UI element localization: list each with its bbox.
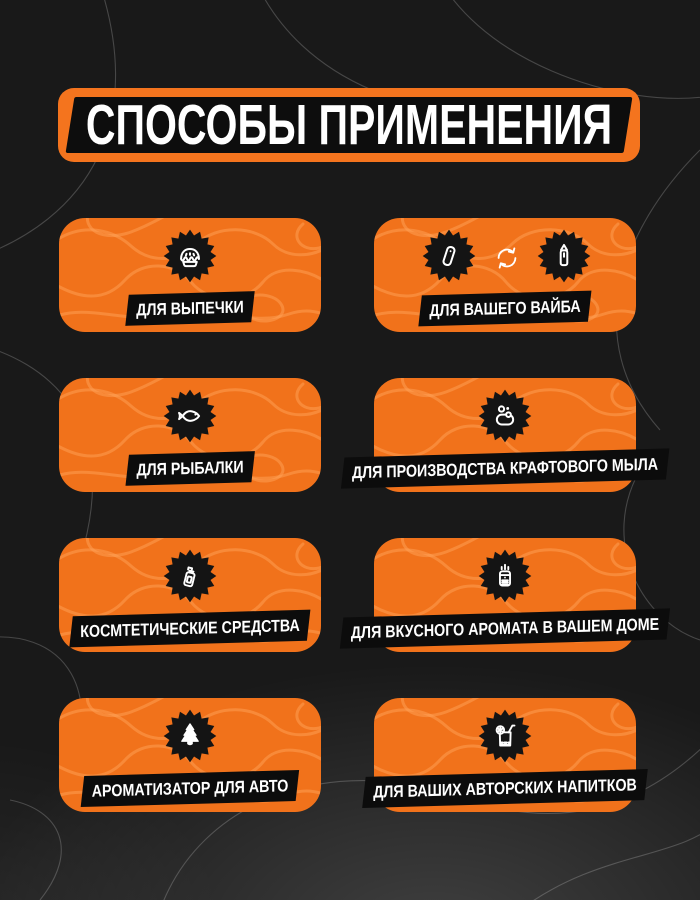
badge-seal bbox=[163, 549, 217, 603]
badge-seal bbox=[422, 229, 476, 283]
card-label: ДЛЯ ВЫПЕЧКИ bbox=[125, 291, 254, 326]
card-label: ДЛЯ ПРОИЗВОДСТВА КРАФТОВОГО МЫЛА bbox=[341, 448, 669, 488]
pie-icon bbox=[175, 241, 206, 272]
badge-seal bbox=[163, 389, 217, 443]
card-label: ДЛЯ ВАШИХ АВТОРСКИХ НАПИТКОВ bbox=[362, 769, 648, 808]
sync-arrows-icon bbox=[493, 244, 521, 272]
badge-seal bbox=[478, 389, 532, 443]
badge-seal bbox=[478, 549, 532, 603]
title-banner bbox=[58, 88, 640, 162]
card-baking bbox=[59, 218, 321, 332]
aroma-diffuser-icon bbox=[490, 561, 521, 592]
card-label: ДЛЯ РЫБАЛКИ bbox=[125, 451, 254, 486]
card-label: ДЛЯ ВАШЕГО ВАЙБА bbox=[418, 291, 591, 327]
card-fishing bbox=[59, 378, 321, 492]
card-vape bbox=[374, 218, 636, 332]
fish-icon bbox=[175, 401, 206, 432]
cards-grid bbox=[59, 218, 660, 812]
drink-icon bbox=[490, 721, 521, 752]
soap-icon bbox=[490, 401, 521, 432]
badge-seal bbox=[163, 709, 217, 763]
card-car-freshener bbox=[59, 698, 321, 812]
card-soap bbox=[351, 378, 659, 492]
badge-seal bbox=[478, 709, 532, 763]
card-label: КОСМТЕТИЧЕСКИЕ СРЕДСТВА bbox=[69, 610, 310, 648]
vape-pod-icon bbox=[434, 241, 465, 272]
card-label: АРОМАТИЗАТОР ДЛЯ АВТО bbox=[81, 770, 300, 807]
card-drinks bbox=[374, 698, 636, 812]
vape-cartridge-icon bbox=[549, 241, 580, 272]
pine-tree-icon bbox=[175, 721, 206, 752]
cosmetic-bottle-icon bbox=[175, 561, 206, 592]
card-home-aroma bbox=[350, 538, 660, 652]
badge-seal bbox=[163, 229, 217, 283]
card-label: ДЛЯ ВКУСНОГО АРОМАТА В ВАШЕМ ДОМЕ bbox=[340, 608, 670, 648]
page-title: СПОСОБЫ ПРИМЕНЕНИЯ bbox=[85, 92, 613, 157]
badge-seal bbox=[537, 229, 591, 283]
card-cosmetics bbox=[59, 538, 321, 652]
